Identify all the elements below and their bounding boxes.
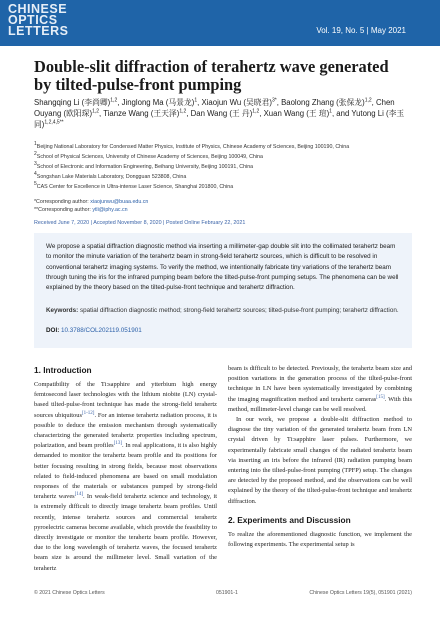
doi-link[interactable]: 10.3788/COL202119.051901 bbox=[61, 327, 142, 334]
author-affiliation-marker: 1,2 bbox=[110, 97, 118, 104]
citation-link[interactable]: [1-12] bbox=[81, 410, 95, 416]
article-title: Double-slit diffraction of terahertz wave generated by tilted-pulse-front pumping bbox=[34, 57, 389, 94]
author-affiliation-marker: 1 bbox=[194, 97, 198, 104]
citation-link[interactable]: [15] bbox=[376, 394, 385, 400]
author-affiliation-marker: 1,2 bbox=[92, 108, 100, 115]
affiliation-text: School of Electronic and Information Engineering, Beihang University, Beijing 100191, China bbox=[36, 164, 254, 170]
abstract-box bbox=[34, 233, 412, 348]
author-affiliation-marker: 1,2 bbox=[252, 108, 260, 115]
author-name: Tianze Wang (王天泽) bbox=[103, 108, 180, 118]
author-affiliation-marker: 3* bbox=[271, 97, 277, 104]
intro-paragraph-continued bbox=[228, 364, 412, 415]
affiliation bbox=[34, 152, 412, 162]
corresponding-authors bbox=[34, 198, 412, 214]
keywords bbox=[46, 306, 400, 315]
affiliation-number: 2 bbox=[34, 151, 37, 158]
email-link[interactable]: xiaojunwu@buaa.edu.cn bbox=[90, 199, 149, 205]
author-name: Xiaojun Wu (吴晓君) bbox=[201, 98, 272, 107]
affiliation bbox=[34, 172, 412, 182]
text-run: . With this method, millimeter-level change can be well resolved. bbox=[228, 395, 412, 413]
corresponding-label: **Corresponding author: bbox=[34, 207, 93, 213]
affiliation-number: 5 bbox=[34, 181, 37, 188]
section-heading-experiments: 2. Experiments and Discussion bbox=[228, 514, 351, 525]
author-name: Jinglong Ma (马景龙) bbox=[121, 98, 195, 107]
author-name: Shangqing Li (李尚卿) bbox=[34, 98, 111, 107]
affiliation-text: CAS Center for Excellence in Ultra-intense Laser Science, Shanghai 201800, China bbox=[36, 184, 234, 190]
journal-header bbox=[0, 0, 440, 46]
email-link[interactable]: ytli@iphy.ac.cn bbox=[92, 207, 128, 213]
author-affiliation-marker: 1 bbox=[329, 108, 332, 115]
affiliation-list bbox=[34, 142, 412, 192]
page-number: 051901-1 bbox=[216, 590, 238, 596]
affiliation-text: Beijing National Laboratory for Condensed Matter Physics, Institute of Physics, Chinese Academy of Sciences, Beijing 100190, China bbox=[36, 144, 350, 150]
author-affiliation-marker: 1,2 bbox=[179, 108, 187, 115]
section-heading-introduction: 1. Introduction bbox=[34, 365, 92, 375]
affiliation bbox=[34, 142, 412, 152]
author-name: Baolong Zhang (张保龙) bbox=[281, 98, 365, 107]
corresponding-author-1 bbox=[34, 198, 412, 206]
author-affiliation-marker: 1,2,4,5** bbox=[44, 119, 64, 125]
author-name: Xuan Wang (王 瑄) bbox=[263, 108, 330, 118]
issue-info: Vol. 19, No. 5 | May 2021 bbox=[316, 26, 406, 35]
affiliation bbox=[34, 162, 412, 172]
affiliation-number: 1 bbox=[34, 141, 37, 148]
citation-info: Chinese Optics Letters 19(5), 051901 (2021) bbox=[309, 590, 412, 596]
author-name: Yutong Li (李玉同) bbox=[34, 108, 405, 129]
text-run: . For an intense terahertz radiation process, it is possible to deduce the emission mechanism through systematically characterizing the generated terahertz properties including spectrum, polarization, and beam profiles bbox=[34, 411, 218, 450]
author-name: Chen Ouyang (欧阳琛) bbox=[34, 98, 395, 118]
copyright: © 2021 Chinese Optics Letters bbox=[34, 590, 105, 596]
text-run: . In weak-field terahertz science and technology, it is extremely difficult to directly image terahertz beam profiles. Until recently, intense terahertz sources and commercial terahertz pyroelectric cameras become available, which provide the feasibility to directly investigate or monitor the terahertz beam profile. However, due to the long wavelength of terahertz waves, the focused terahertz beam size is around the millimeter level. Small variation of the terahertz bbox=[34, 493, 218, 572]
abstract-text: We propose a spatial diffraction diagnostic method via inserting a millimeter-gap double slit into the collimated terahertz beam to monitor the minute variation of the terahertz beam in strong-field terahertz sources, which is difficult to be resolved in conventional terahertz imaging systems. To verify the method, we intentionally fabricate tiny variations of the terahertz beam through tuning the iris for the infrared pumping beam before the tilted-pulse-front pumping setups. The phenomena can be well explained by the theory based on the tilted-pulse-front technique and terahertz diffraction. bbox=[46, 243, 399, 292]
left-column bbox=[34, 364, 217, 574]
doi-label: DOI: bbox=[46, 327, 60, 334]
citation-link[interactable]: [14] bbox=[74, 492, 83, 498]
affiliation-text: Songshan Lake Materials Laboratory, Dongguan 523808, China bbox=[36, 174, 187, 180]
affiliation-number: 3 bbox=[34, 161, 37, 168]
citation-link[interactable]: [13] bbox=[113, 441, 123, 447]
text-run: . In real applications, it is also highly demanded to monitor the terahertz beam profile and its positions for better focusing resulting in strong fields, because most observations related to field-induced phenomena are based on small modulation responses of the materials or substances pumped by strong-field terahertz waves bbox=[34, 442, 217, 501]
journal-logo bbox=[8, 4, 118, 37]
logo-line: LETTERS bbox=[8, 24, 69, 38]
corresponding-label: *Corresponding author: bbox=[34, 199, 91, 205]
logo-line: OPTICS bbox=[8, 13, 58, 27]
affiliation-number: 4 bbox=[34, 171, 37, 178]
keywords-label: Keywords: bbox=[46, 307, 79, 314]
keywords-text: spatial diffraction diagnostic method; strong-field terahertz sources; tilted-pulse-front pumping; terahertz diffraction. bbox=[79, 307, 399, 314]
author-list: Shangqing Li (李尚卿)$^{1,2}$, Jinglong Ma (马景龙)$^1$, Xiaojun Wu (吴晓君)$^{3*}$, Baolong Zhang (张保龙)$^{1,2}$, Chen Ouyang (欧阳琛)$^{1,2}$, Tianze Wang (王天泽)$^{1,2}$, Dan Wang (王 丹)$^{1,2}$, Xuan Wang (王 瑄)$^1$, and Yutong Li (李玉同)$^{1,2,4,5**}$ bbox=[34, 97, 405, 129]
author-affiliation-marker: 1,2 bbox=[364, 97, 372, 104]
text-run: Compatibility of the Ti:sapphire and ytterbium high energy femtosecond laser technologies with the lithium niobite (LN) crystal-based tilted-pulse-front technique has made the strong-field terahertz sources ubiquitous bbox=[34, 381, 217, 419]
intro-paragraph bbox=[34, 380, 217, 574]
right-column bbox=[228, 364, 412, 550]
affiliation bbox=[34, 182, 412, 192]
intro-paragraph-2: In our work, we propose a double-slit diffraction method to diagnose the tiny variation of the generated terahertz beam from LN crystal driven by Ti:sapphire laser pulses. Furthermore, we experimentally fabricate small changes of the radiated terahertz beam via inserting an iris before the infrared (IR) radiation pumping beam entering into the tilted-pulse-front pumping (TPFP) setup. The changes are detected by the proposed method, and the observations can be well explained by the theory of the tilted-pulse-front technique and terahertz diffraction. bbox=[228, 416, 412, 505]
text-run: beam is difficult to be detected. Previously, the terahertz beam size and position variations in the generation process of the tilted-pulse-front technique in LN have been systematically investigated by combining the imaging magnification method and terahertz cameras bbox=[228, 365, 412, 403]
doi bbox=[46, 326, 400, 335]
experiments-paragraph: To realize the aforementioned diagnostic function, we implement the following experiments. The experimental setup is bbox=[228, 530, 412, 549]
publication-dates: Received June 7, 2020 | Accepted November 8, 2020 | Posted Online February 22, 2021 bbox=[34, 220, 246, 226]
affiliation-text: School of Physical Sciences, University of Chinese Academy of Sciences, Beijing 100049, China bbox=[36, 154, 263, 160]
logo-line: CHINESE bbox=[8, 2, 68, 16]
corresponding-author-2 bbox=[34, 206, 412, 214]
author-name: Dan Wang (王 丹) bbox=[190, 108, 253, 118]
